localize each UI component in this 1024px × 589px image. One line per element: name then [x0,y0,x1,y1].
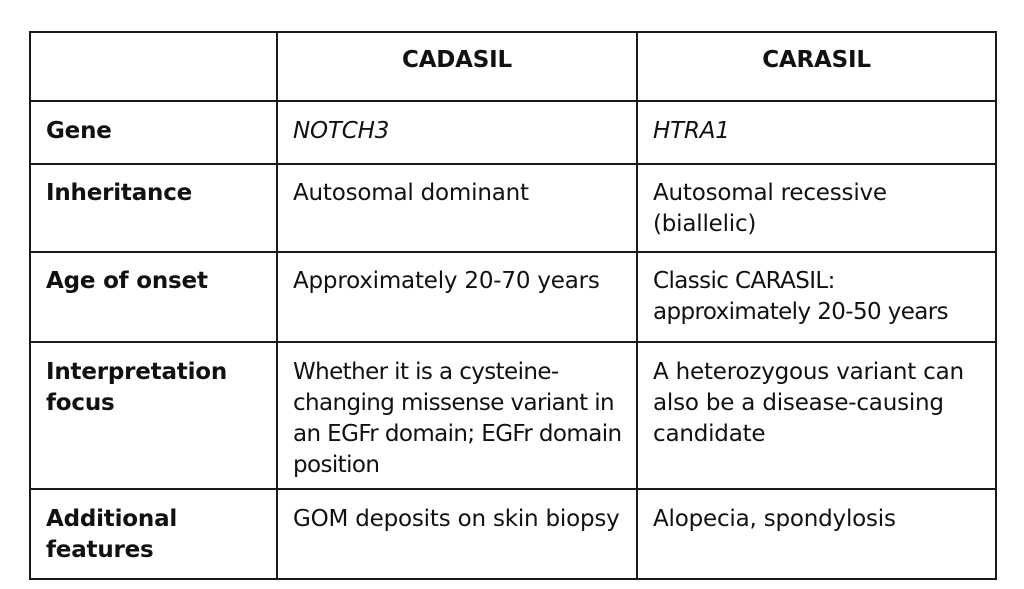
header-cadasil: CADASIL [277,32,637,101]
table-header-row [30,32,996,101]
table-row-gene [30,101,996,164]
carasil-features-cell: Alopecia, spondylosis [637,489,996,579]
cadasil-features-cell: GOM deposits on skin biopsy [277,489,637,579]
row-label-age-of-onset: Age of onset [30,252,277,342]
cadasil-onset-cell: Approximately 20-70 years [277,252,637,342]
row-label-inheritance: Inheritance [30,164,277,252]
row-label-additional-features: Additional features [30,489,277,579]
cadasil-inheritance-cell: Autosomal dominant [277,164,637,252]
table-row-interpretation-focus [30,342,996,489]
carasil-focus-cell: A heterozygous variant can also be a disease-causing candidate [637,342,996,489]
table-row-inheritance [30,164,996,252]
carasil-onset-cell: Classic CARASIL: approximately 20-50 years [637,252,996,342]
table-row-additional-features [30,489,996,579]
table-row-age-of-onset [30,252,996,342]
cadasil-focus-cell: Whether it is a cysteine-changing missense variant in an EGFr domain; EGFr domain position [277,342,637,489]
header-carasil: CARASIL [637,32,996,101]
header-empty-cell [30,32,277,101]
row-label-interpretation-focus: Interpretation focus [30,342,277,489]
row-label-gene: Gene [30,101,277,164]
cadasil-gene-cell: NOTCH3 [277,101,637,164]
carasil-inheritance-cell: Autosomal recessive (biallelic) [637,164,996,252]
comparison-table [29,31,997,580]
carasil-gene-cell: HTRA1 [637,101,996,164]
